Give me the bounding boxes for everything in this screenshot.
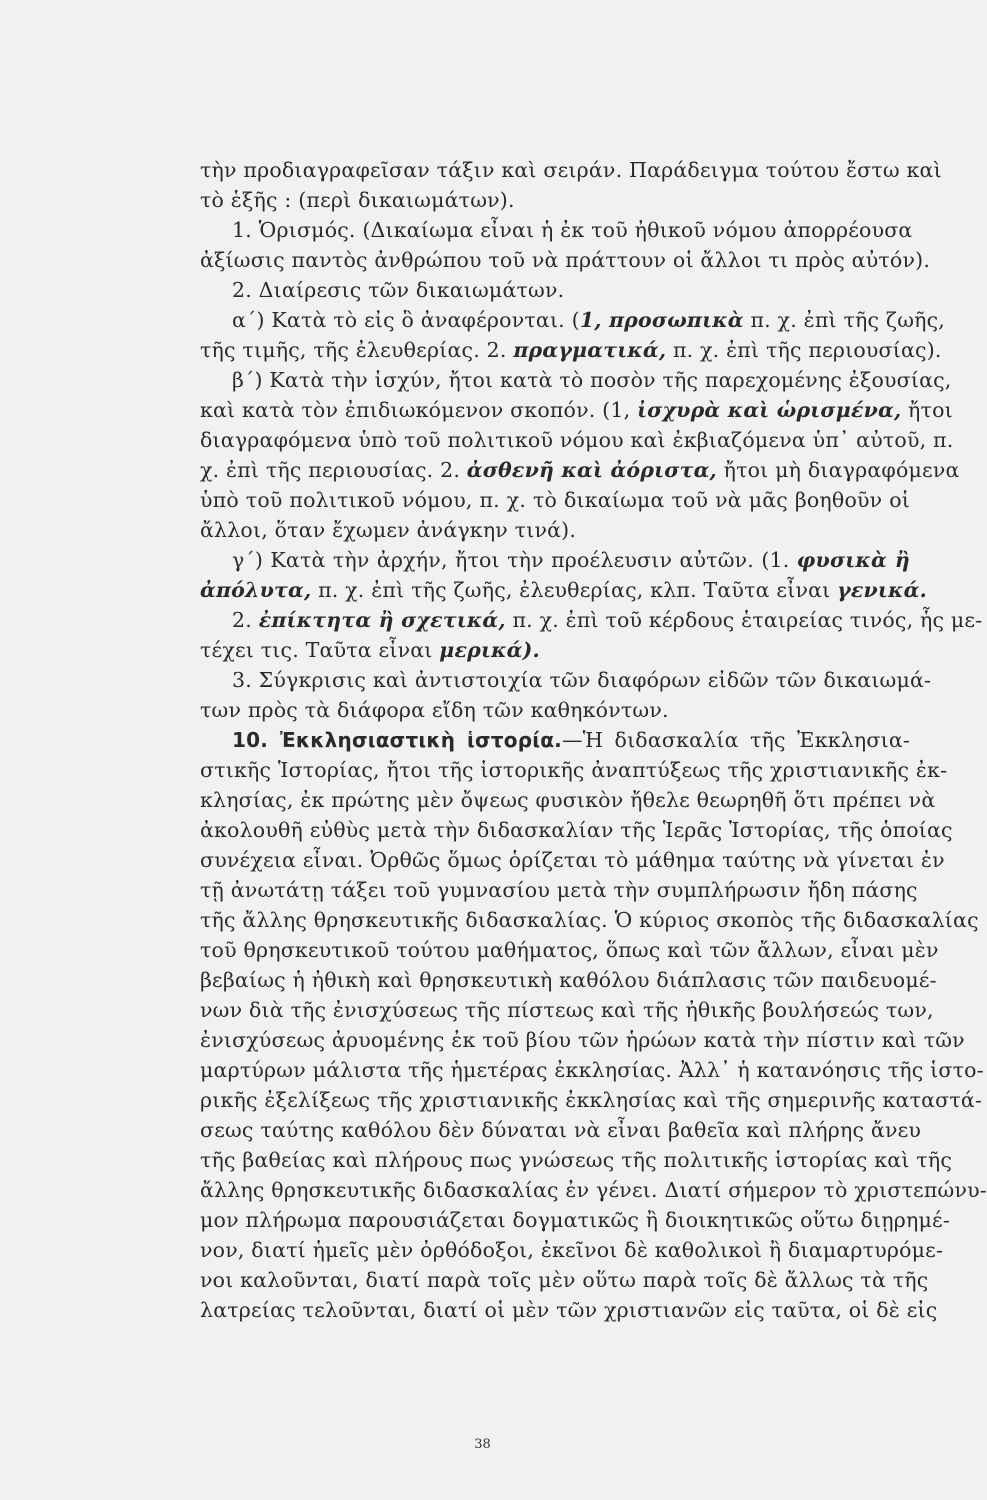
text-line: τοῦ θρησκευτικοῦ τούτου μαθήματος, ὅπως καὶ τῶν ἄλλων, εἶναι μὲν — [200, 938, 939, 962]
text-line: διαγραφόμενα ὑπὸ τοῦ πολιτικοῦ νόμου καὶ ἐκβιαζόμενα ὑπ᾽ αὐτοῦ, π. — [200, 428, 954, 452]
text-line: λατρείας τελοῦνται, διατί οἱ μὲν τῶν χριστιανῶν εἰς ταῦτα, οἱ δὲ εἰς — [200, 1298, 938, 1322]
text-line: νων διὰ τῆς ἐνισχύσεως τῆς πίστεως καὶ τῆς ἠθικῆς βουλήσεώς των, — [200, 998, 934, 1022]
text-run: π. χ. ἐπὶ τῆς ζωῆς, — [743, 308, 946, 332]
text-line: ἀξίωσις παντὸς ἀνθρώπου τοῦ νὰ πράττουν οἱ ἄλλοι τι πρὸς αὐτόν). — [200, 248, 931, 272]
emphasis-term: ἐπίκτητα ἢ σχετικά, — [258, 608, 506, 632]
section-heading-line — [232, 725, 910, 755]
text-line: τῆς βαθείας καὶ πλήρους πως γνώσεως τῆς πολιτικῆς ἱστορίας καὶ τῆς — [200, 1148, 953, 1172]
text-line: β΄) Κατὰ τὴν ἰσχύν, ἤτοι κατὰ τὸ ποσὸν τῆς παρεχομένης ἐξουσίας, — [232, 368, 952, 392]
emphasis-term: φυσικὰ ἢ — [796, 548, 910, 572]
text-line — [200, 395, 953, 425]
text-line — [232, 305, 946, 335]
text-run: ἤτοι μὴ διαγραφόμενα — [716, 458, 960, 482]
text-run: α΄) Κατὰ τὸ εἰς ὃ ἀναφέρονται. ( — [232, 308, 580, 332]
section-heading: 10. Ἐκκλησιαστικὴ ἱστορία. — [232, 728, 562, 752]
text-run: π. χ. ἐπὶ τοῦ κέρδους ἑταιρείας τινός, ἧς με- — [505, 608, 983, 632]
emphasis-term: ἰσχυρὰ καὶ ὡρισμένα, — [637, 398, 902, 422]
text-line: 2. Διαίρεσις τῶν δικαιωμάτων. — [232, 278, 565, 302]
text-line: ἄλλοι, ὅταν ἔχωμεν ἀνάγκην τινά). — [200, 518, 577, 542]
text-run: χ. ἐπὶ τῆς περιουσίας. 2. — [200, 458, 467, 482]
text-line: μαρτύρων μάλιστα τῆς ἡμετέρας ἐκκλησίας. Ἀλλ᾽ ἡ κατανόησις τῆς ἱστο- — [200, 1058, 984, 1082]
text-line — [232, 605, 983, 635]
text-run: 2. — [232, 608, 259, 632]
text-run: ἤτοι — [901, 398, 953, 422]
text-line: βεβαίως ἡ ἠθικὴ καὶ θρησκευτικὴ καθόλου διάπλασις τῶν παιδευομέ- — [200, 968, 937, 992]
text-line — [200, 575, 927, 605]
text-line — [200, 335, 942, 365]
text-line: ἀκολουθῆ εὐθὺς μετὰ τὴν διδασκαλίαν τῆς Ἱερᾶς Ἱστορίας, τῆς ὁποίας — [200, 818, 953, 842]
text-run: γ΄) Κατὰ τὴν ἀρχήν, ἤτοι τὴν προέλευσιν αὐτῶν. (1. — [232, 548, 797, 572]
emphasis-term: ἀσθενῆ καὶ ἀόριστα, — [466, 458, 717, 482]
text-line — [200, 455, 960, 485]
text-line: των πρὸς τὰ διάφορα εἴδη τῶν καθηκόντων. — [200, 698, 669, 722]
text-line: νον, διατί ἡμεῖς μὲν ὀρθόδοξοι, ἐκεῖνοι δὲ καθολικοὶ ἢ διαμαρτυρόμε- — [200, 1238, 944, 1262]
emphasis-term: γενικά. — [837, 578, 927, 602]
emphasis-term: 1, προσωπικὰ — [579, 308, 744, 332]
text-line: τὴν προδιαγραφεῖσαν τάξιν καὶ σειράν. Παράδειγμα τούτου ἔστω καὶ — [200, 158, 942, 182]
text-line: τῇ ἀνωτάτῃ τάξει τοῦ γυμνασίου μετὰ τὴν συμπλήρωσιν ἤδη πάσης — [200, 878, 918, 902]
text-line: ἐνισχύσεως ἀρυομένης ἐκ τοῦ βίου τῶν ἡρώων κατὰ τὴν πίστιν καὶ τῶν — [200, 1028, 965, 1052]
text-line: τῆς ἄλλης θρησκευτικῆς διδασκαλίας. Ὁ κύριος σκοπὸς τῆς διδασκαλίας — [200, 908, 979, 932]
text-line: μον πλήρωμα παρουσιάζεται δογματικῶς ἢ διοικητικῶς οὕτω διῃρημέ- — [200, 1208, 950, 1232]
text-line: ρικῆς ἐξελίξεως τῆς χριστιανικῆς ἐκκλησίας καὶ τῆς σημερινῆς καταστά- — [200, 1088, 983, 1112]
emphasis-term: πραγματικά, — [513, 338, 667, 362]
text-line: συνέχεια εἶναι. Ὀρθῶς ὅμως ὁρίζεται τὸ μάθημα ταύτης νὰ γίνεται ἐν — [200, 848, 945, 872]
emphasis-term: μερικά). — [439, 638, 540, 662]
text-line: σεως ταύτης καθόλου δὲν δύναται νὰ εἶναι βαθεῖα καὶ πλήρης ἄνευ — [200, 1118, 922, 1142]
text-line: 3. Σύγκρισις καὶ ἀντιστοιχία τῶν διαφόρων εἰδῶν τῶν δικαιωμά- — [232, 668, 932, 692]
text-line — [200, 635, 910, 665]
text-line: ὑπὸ τοῦ πολιτικοῦ νόμου, π. χ. τὸ δικαίωμα τοῦ νὰ μᾶς βοηθοῦν οἱ — [200, 488, 910, 512]
text-run: π. χ. ἐπὶ τῆς ζωῆς, ἐλευθερίας, κλπ. Ταῦτα εἶναι — [311, 578, 838, 602]
text-line: τὸ ἑξῆς : (περὶ δικαιωμάτων). — [200, 188, 515, 212]
page-number: 38 — [474, 1437, 491, 1452]
text-line: κλησίας, ἐκ πρώτης μὲν ὄψεως φυσικὸν ἤθελε θεωρηθῆ ὅτι πρέπει νὰ — [200, 788, 936, 812]
text-run: —Ἡ διδασκαλία τῆς Ἐκκλησια- — [561, 728, 910, 752]
text-run: καὶ κατὰ τὸν ἐπιδιωκόμενον σκοπόν. (1, — [200, 398, 638, 422]
text-line: στικῆς Ἱστορίας, ἤτοι τῆς ἱστορικῆς ἀναπτύξεως τῆς χριστιανικῆς ἐκ- — [200, 758, 948, 782]
text-line: νοι καλοῦνται, διατί παρὰ τοῖς μὲν οὕτω παρὰ τοῖς δὲ ἄλλως τὰ τῆς — [200, 1268, 929, 1292]
emphasis-term: ἀπόλυτα, — [200, 578, 312, 602]
text-line: 1. Ὁρισμός. (Δικαίωμα εἶναι ἡ ἐκ τοῦ ἠθικοῦ νόμου ἀπορρέουσα — [232, 218, 913, 242]
text-run: π. χ. ἐπὶ τῆς περιουσίας). — [666, 338, 942, 362]
text-run: τῆς τιμῆς, τῆς ἐλευθερίας. 2. — [200, 338, 514, 362]
text-line — [232, 545, 910, 575]
text-line: ἄλλης θρησκευτικῆς διδασκαλίας ἐν γένει. Διατί σήμερον τὸ χριστεπώνυ- — [200, 1178, 987, 1202]
text-run: τέχει τις. Ταῦτα εἶναι — [200, 638, 440, 662]
